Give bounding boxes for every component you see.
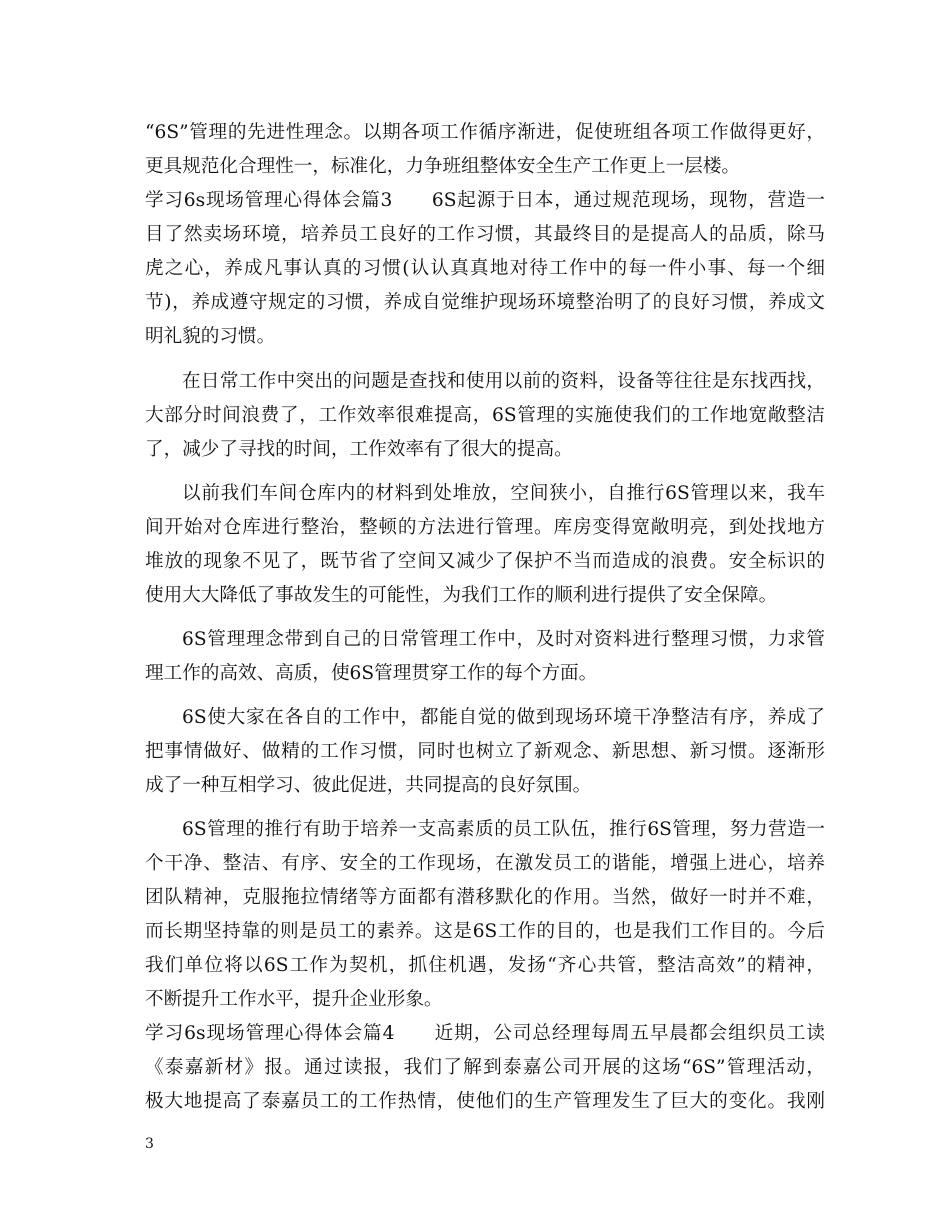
text-line: 6S管理理念带到自己的日常管理工作中，及时对资料进行整理习惯，力求管: [182, 629, 825, 650]
text-line: 目了然卖场环境，培养员工良好的工作习惯，其最终目的是提高人的品质，除马: [145, 224, 825, 245]
text-line: 团队精神，克服拖拉情绪等方面都有潜移默化的作用。当然，做好一时并不难，: [145, 887, 825, 908]
text-line: 不断提升工作水平，提升企业形象。: [145, 989, 443, 1010]
text-line: 堆放的现象不见了，既节省了空间又减少了保护不当而造成的浪费。安全标识的: [145, 551, 825, 572]
text-line: 以前我们车间仓库内的材料到处堆放，空间狭小，自推行6S管理以来，我车: [182, 483, 825, 504]
text-line: 使用大大降低了事故发生的可能性，为我们工作的顺利进行提供了安全保障。: [145, 585, 778, 606]
text-line: 节)，养成遵守规定的习惯，养成自觉维护现场环境整治明了的良好习惯，养成文: [145, 292, 825, 313]
text-line: 把事情做好、做精的工作习惯，同时也树立了新观念、新思想、新习惯。逐渐形: [145, 741, 825, 762]
text-line: 虎之心，养成凡事认真的习惯(认认真真地对待工作中的每一件小事、每一个细: [145, 258, 825, 279]
text-line: 我们单位将以6S工作为契机，抓住机遇，发扬“齐心共管，整洁高效”的精神，: [145, 955, 825, 976]
text-line: 极大地提高了泰嘉员工的工作热情，使他们的生产管理发生了巨大的变化。我刚: [145, 1091, 825, 1112]
text-line: 学习6s现场管理心得体会篇4 近期，公司总经理每周五早晨都会组织员工读: [145, 1023, 825, 1044]
text-line: 在日常工作中突出的问题是查找和使用以前的资料，设备等往往是东找西找，: [182, 371, 825, 392]
text-line: 更具规范化合理性一，标准化，力争班组整体安全生产工作更上一层楼。: [145, 156, 741, 177]
text-line: 学习6s现场管理心得体会篇3 6S起源于日本，通过规范现场，现物，营造一: [145, 190, 825, 211]
text-line: 明礼貌的习惯。: [145, 326, 276, 347]
text-line: 个干净、整洁、有序、安全的工作现场，在激发员工的谐能，增强上进心，培养: [145, 853, 825, 874]
text-line: 了，减少了寻找的时间，工作效率有了很大的提高。: [145, 439, 573, 460]
text-line: 间开始对仓库进行整治，整顿的方法进行管理。库房变得宽敞明亮，到处找地方: [145, 517, 825, 538]
text-line: 6S管理的推行有助于培养一支高素质的员工队伍，推行6S管理，努力营造一: [182, 819, 825, 840]
text-line: 成了一种互相学习、彼此促进，共同提高的良好氛围。: [145, 775, 592, 796]
text-line: 大部分时间浪费了，工作效率很难提高，6S管理的实施使我们的工作地宽敞整洁: [145, 405, 825, 426]
text-line: “6S”管理的先进性理念。以期各项工作循序渐进，促使班组各项工作做得更好，: [145, 122, 825, 143]
text-line: 《泰嘉新材》报。通过读报，我们了解到泰嘉公司开展的这场“6S”管理活动，: [145, 1057, 825, 1078]
page-number: 3: [145, 1136, 154, 1152]
text-line: 理工作的高效、高质，使6S管理贯穿工作的每个方面。: [145, 663, 598, 684]
text-line: 而长期坚持靠的则是员工的素养。这是6S工作的目的，也是我们工作目的。今后: [145, 921, 825, 942]
text-line: 6S使大家在各自的工作中，都能自觉的做到现场环境干净整洁有序，养成了: [182, 707, 825, 728]
